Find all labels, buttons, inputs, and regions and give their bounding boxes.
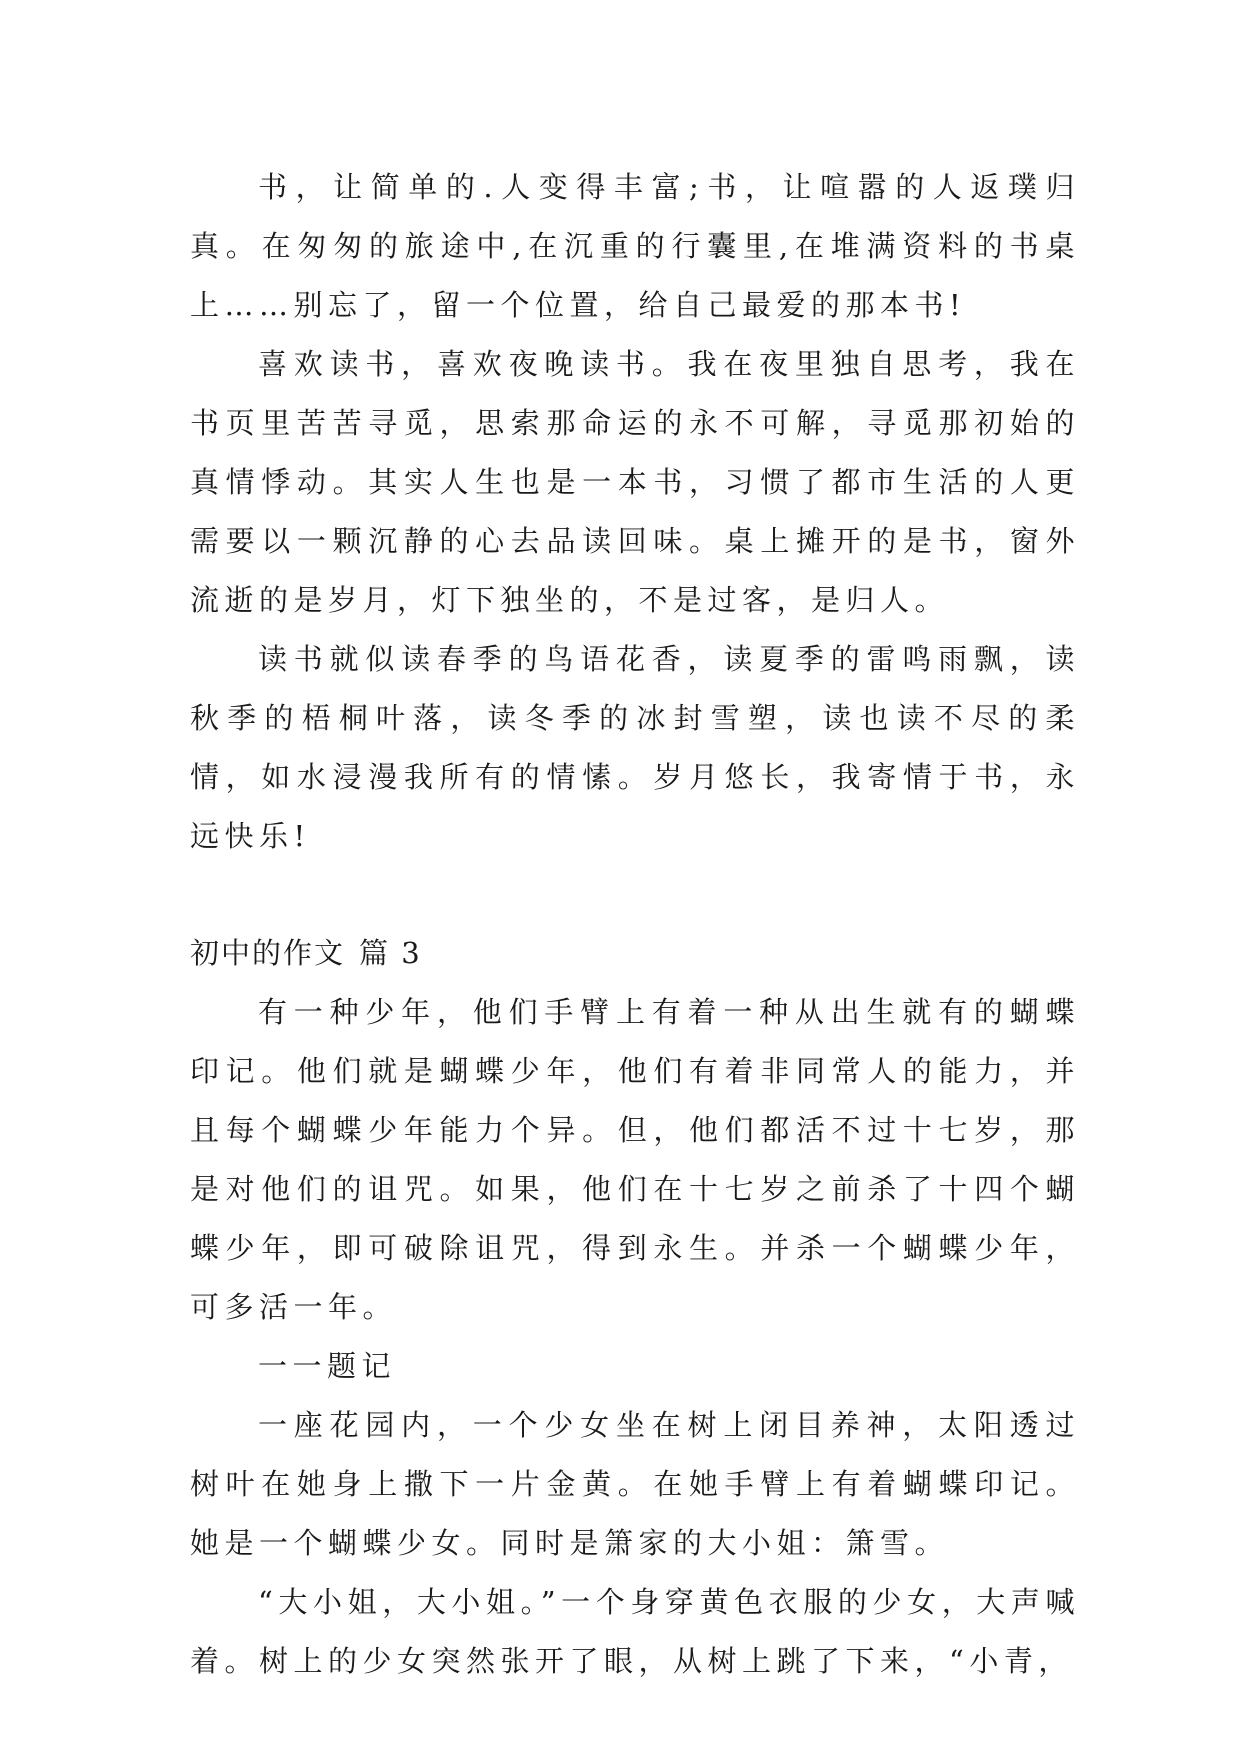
paragraph-inscription: 一一题记 xyxy=(258,1349,397,1383)
paragraph-reading-at-night: 喜欢读书，喜欢夜晚读书。我在夜里独自思考，我在书页里苦苦寻觅，思索那命运的永不可解，寻觅那初始的真情悸动。其实人生也是一本书，习惯了都市生活的人更需要以一颗沉静的心去品读回味。桌上摊开的是书，窗外流逝的是岁月，灯下独坐的，不是过客，是归人。 xyxy=(190,347,1080,617)
paragraph-butterfly-youth: 有一种少年，他们手臂上有着一种从出生就有的蝴蝶印记。他们就是蝴蝶少年，他们有着非同常人的能力，并且每个蝴蝶少年能力个异。但，他们都活不过十七岁，那是对他们的诅咒。如果，他们在十七岁之前杀了十四个蝴蝶少年，即可破除诅咒，得到永生。并杀一个蝴蝶少年，可多活一年。 xyxy=(190,995,1080,1324)
paragraph-books-simple: 书，让简单的.人变得丰富;书，让喧嚣的人返璞归真。在匆匆的旅途中,在沉重的行囊里,在堆满资料的书桌上……别忘了，留一个位置，给自己最爱的那本书! xyxy=(190,170,1080,322)
section-spacer xyxy=(190,866,1080,924)
paragraph-reading-seasons: 读书就似读春季的鸟语花香，读夏季的雷鸣雨飘，读秋季的梧桐叶落，读冬季的冰封雪塑，读也读不尽的柔情，如水浸漫我所有的情愫。岁月悠长，我寄情于书，永远快乐! xyxy=(190,642,1080,853)
section-heading-title: 初中的作文 xyxy=(190,936,346,970)
section-heading-number: 篇 3 xyxy=(359,936,422,970)
document-page xyxy=(190,158,1080,1691)
section-heading xyxy=(190,924,1080,983)
paragraph-dialogue: “大小姐，大小姐。”一个身穿黄色衣服的少女，大声喊着。树上的少女突然张开了眼，从树上跳了下来，“小青， xyxy=(190,1585,1080,1678)
paragraph-garden: 一座花园内，一个少女坐在树上闭目养神，太阳透过树叶在她身上撒下一片金黄。在她手臂上有着蝴蝶印记。她是一个蝴蝶少女。同时是箫家的大小姐：箫雪。 xyxy=(190,1408,1080,1560)
